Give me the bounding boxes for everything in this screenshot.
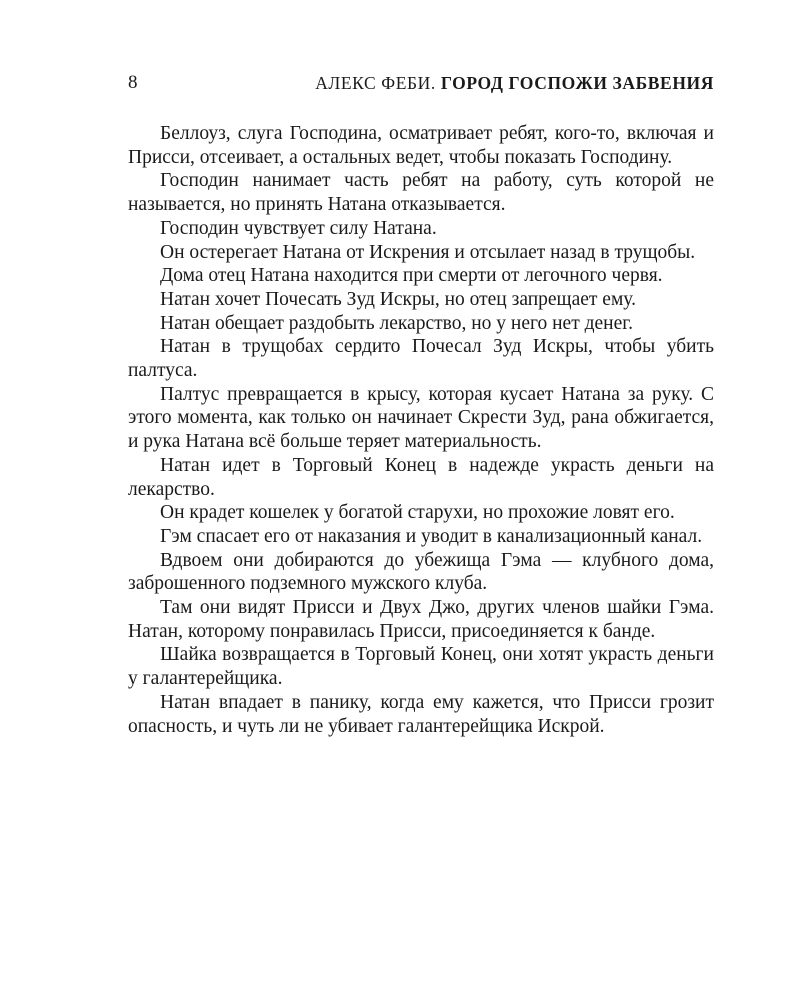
paragraph: Натан хочет Почесать Зуд Искры, но отец запрещает ему. [160, 288, 636, 310]
paragraph: Палтус превращается в крысу, которая кусает Натана за руку. С этого момента, как только он начинает Скрести Зуд, рана обжигается, и рука Натана всё больше теряет материальность. [128, 383, 714, 453]
header-book-title: ГОРОД ГОСПОЖИ ЗАБВЕНИЯ [440, 73, 714, 93]
paragraph: Натан обещает раздобыть лекарство, но у него нет денег. [160, 312, 633, 334]
paragraph: Он остерегает Натана от Искрения и отсылает назад в трущобы. [160, 241, 696, 263]
paragraph: Там они видят Присси и Двух Джо, других членов шайки Гэма. Натан, которому понравилась Присси, присоединяется к банде. [128, 597, 714, 642]
paragraph: Беллоуз, слуга Господина, осматривает ребят, кого-то, включая и Присси, отсеивает, а остальных ведет, чтобы показать Господину. [128, 123, 714, 168]
paragraph: Натан в трущобах сердито Почесал Зуд Искры, чтобы убить палтуса. [128, 336, 714, 382]
page-header [128, 72, 714, 102]
running-title [315, 73, 714, 94]
paragraph: Гэм спасает его от наказания и уводит в канализационный канал. [160, 525, 703, 547]
paragraph: Господин нанимает часть ребят на работу, суть которой не называется, но принять Натана отказывается. [128, 170, 714, 216]
header-author: АЛЕКС ФЕБИ. [315, 73, 436, 93]
paragraph: Шайка возвращается в Торговый Конец, они хотят украсть деньги у галантерейщика. [128, 644, 714, 690]
page-number: 8 [128, 72, 138, 93]
paragraph: Он крадет кошелек у богатой старухи, но прохожие ловят его. [160, 502, 675, 524]
paragraph: Вдвоем они добираются до убежища Гэма — клубного дома, заброшенного подземного мужского клуба. [128, 549, 714, 595]
paragraph: Господин чувствует силу Натана. [160, 217, 437, 239]
body-text [128, 122, 714, 738]
paragraph: Натан идет в Торговый Конец в надежде украсть деньги на лекарство. [128, 454, 714, 500]
paragraph: Натан впадает в панику, когда ему кажется, что Присси грозит опасность, и чуть ли не убивает галантерейщика Искрой. [128, 691, 714, 737]
paragraph: Дома отец Натана находится при смерти от легочного червя. [160, 265, 663, 287]
